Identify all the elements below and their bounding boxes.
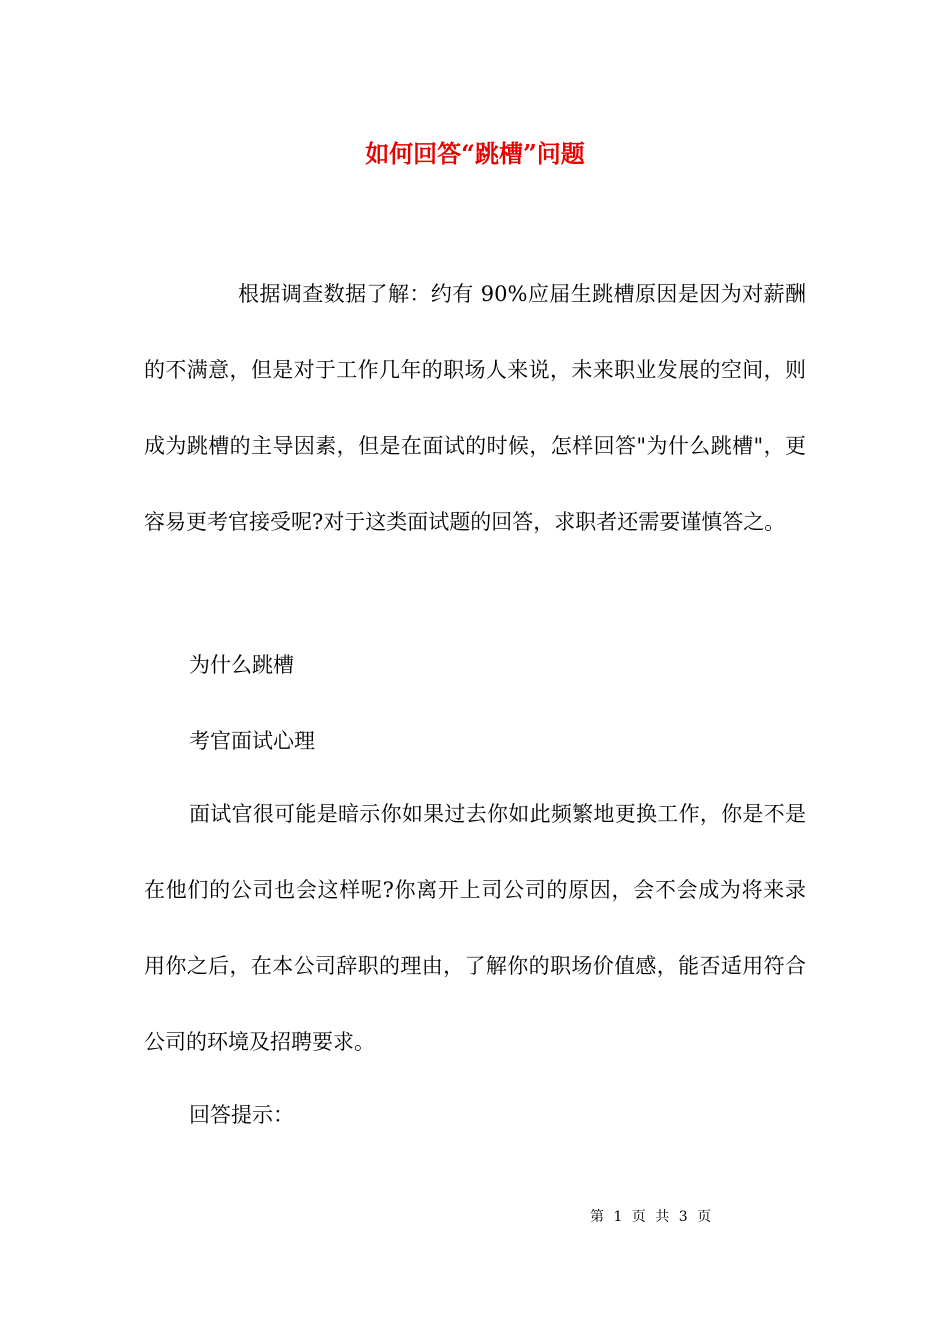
section-heading-why-job-hop: 为什么跳槽 [189,653,294,677]
page-footer: 第 1 页 共 3 页 [590,1209,712,1225]
document-title: 如何回答“跳槽”问题 [365,139,585,168]
section-heading-interviewer-psychology: 考官面试心理 [189,729,315,753]
psychology-paragraph: 面试官很可能是暗示你如果过去你如此频繁地更换工作，你是不是在他们的公司也会这样呢?你离开上司公司的原因，会不会成为将来录用你之后，在本公司辞职的理由，了解你的职场价值感，能否适用符合公司的环境及招聘要求。 [144,802,806,1054]
intro-paragraph: 根据调查数据了解：约有 90%应届生跳槽原因是因为对薪酬的不满意，但是对于工作几年的职场人来说，未来职业发展的空间，则成为跳槽的主导因素，但是在面试的时候，怎样回答"为什么跳槽"，更容易更考官接受呢?对于这类面试题的回答，求职者还需要谨慎答之。 [144,282,806,534]
section-heading-answer-tips: 回答提示： [189,1103,294,1127]
